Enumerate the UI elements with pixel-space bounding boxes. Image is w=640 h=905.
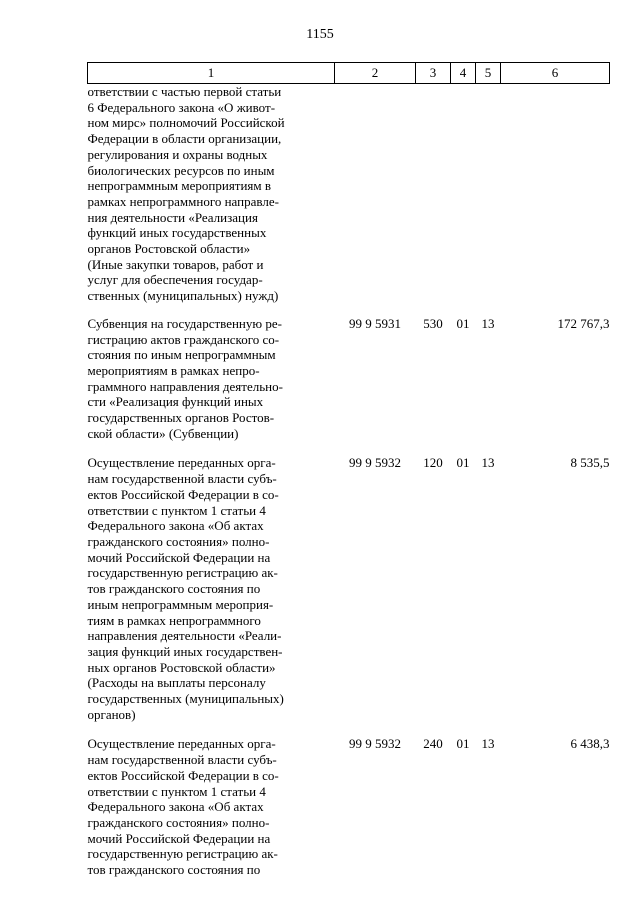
description-line: ответствии с пунктом 1 статьи 4 xyxy=(87,502,266,518)
description-line: зация функций иных государствен- xyxy=(87,643,283,659)
description-line: тов гражданского состояния по xyxy=(87,862,261,878)
description-line: биологических ресурсов по иным xyxy=(87,162,275,178)
row-target-code: 99 9 5931 xyxy=(349,315,401,331)
description-line: Федерального закона «Об актах xyxy=(87,799,264,815)
description-line: государственную регистрацию ак- xyxy=(87,846,278,862)
table-header xyxy=(88,63,610,84)
row-expense-type xyxy=(416,84,451,316)
description-line: ных органов Ростовской области» xyxy=(87,659,276,675)
description-line: органов) xyxy=(87,706,136,722)
description-line: государственную регистрацию ак- xyxy=(87,565,278,581)
row-target-code xyxy=(335,84,416,316)
description-line: тиям в рамках непрограммного xyxy=(87,612,261,628)
description-line: Федерации в области организации, xyxy=(87,131,282,147)
description-line: ния деятельности «Реализация xyxy=(87,209,258,225)
row-target-code: 99 9 5932 xyxy=(349,736,401,752)
row-description xyxy=(88,316,335,456)
description-line: Субвенция на государственную ре- xyxy=(87,315,282,331)
description-line: органов Ростовской области» xyxy=(87,241,251,257)
description-line: Федерального закона «Об актах xyxy=(87,518,264,534)
header-col-3: 3 xyxy=(416,63,451,84)
description-line: ответствии с пунктом 1 статьи 4 xyxy=(87,783,266,799)
row-target-code: 99 9 5932 xyxy=(349,455,401,471)
description-line: ской области» (Субвенции) xyxy=(87,425,239,441)
table-row xyxy=(88,316,610,456)
description-line: Осуществление переданных орга- xyxy=(87,736,276,752)
description-line: услуг для обеспечения государ- xyxy=(87,272,263,288)
description-line: ственных (муниципальных) нужд) xyxy=(87,288,279,304)
header-col-1: 1 xyxy=(88,63,335,84)
description-line: ном мирс» полномочий Российской xyxy=(87,115,285,131)
description-line: иным непрограммным мероприя- xyxy=(87,596,274,612)
description-line: гражданского состояния» полно- xyxy=(87,533,270,549)
row-subsection: 13 xyxy=(481,455,495,471)
header-col-5: 5 xyxy=(476,63,501,84)
description-line: рамках непрограммного направле- xyxy=(87,193,279,209)
description-line: функций иных государственных xyxy=(87,225,267,241)
description-line: стояния по иным непрограммным xyxy=(87,347,276,363)
header-col-4: 4 xyxy=(451,63,476,84)
table-row xyxy=(88,84,610,316)
row-description xyxy=(88,736,335,891)
description-line: ектов Российской Федерации в со- xyxy=(87,767,279,783)
row-description xyxy=(88,455,335,736)
row-subsection xyxy=(476,84,501,316)
row-section: 01 xyxy=(456,455,470,471)
description-line: Осуществление переданных орга- xyxy=(87,455,276,471)
description-line: (Расходы на выплаты персоналу xyxy=(87,675,266,691)
table-row xyxy=(88,455,610,736)
row-section: 01 xyxy=(456,736,470,752)
row-subsection: 13 xyxy=(481,315,495,331)
description-line: гистрацию актов гражданского со- xyxy=(87,331,280,347)
description-line: государственных (муниципальных) xyxy=(87,691,284,707)
row-amount: 6 438,3 xyxy=(570,736,610,752)
header-col-2: 2 xyxy=(335,63,416,84)
page-number: 1155 xyxy=(306,27,334,42)
description-line: мочий Российской Федерации на xyxy=(87,549,271,565)
row-amount: 172 767,3 xyxy=(557,315,610,331)
table-body xyxy=(88,84,610,892)
row-amount: 8 535,5 xyxy=(570,455,610,471)
description-line: тов гражданского состояния по xyxy=(87,581,261,597)
row-section xyxy=(451,84,476,316)
row-section: 01 xyxy=(456,315,470,331)
table-row xyxy=(88,736,610,891)
row-expense-type: 530 xyxy=(423,315,443,331)
description-line: ектов Российской Федерации в со- xyxy=(87,486,279,502)
description-line: нам государственной власти субъ- xyxy=(87,471,277,487)
row-subsection: 13 xyxy=(481,736,495,752)
description-line: 6 Федерального закона «О живот- xyxy=(87,99,276,115)
description-line: непрограммным мероприятиям в xyxy=(87,178,272,194)
description-line: мероприятиям в рамках непро- xyxy=(87,362,260,378)
row-description xyxy=(88,84,335,316)
description-line: нам государственной власти субъ- xyxy=(87,752,277,768)
description-line: сти «Реализация функций иных xyxy=(87,394,264,410)
description-line: гражданского состояния» полно- xyxy=(87,814,270,830)
description-line: государственных органов Ростов- xyxy=(87,410,275,426)
description-line: ответствии с частью первой статьи xyxy=(87,84,282,99)
description-line: направления деятельности «Реали- xyxy=(87,628,282,644)
row-expense-type: 120 xyxy=(423,455,443,471)
budget-table xyxy=(87,62,610,892)
row-expense-type: 240 xyxy=(423,736,443,752)
description-line: мочий Российской Федерации на xyxy=(87,830,271,846)
row-amount xyxy=(501,84,610,316)
header-col-6: 6 xyxy=(501,63,610,84)
description-line: (Иные закупки товаров, работ и xyxy=(87,256,264,272)
description-line: граммного направления деятельно- xyxy=(87,378,283,394)
description-line: регулирования и охраны водных xyxy=(87,146,268,162)
